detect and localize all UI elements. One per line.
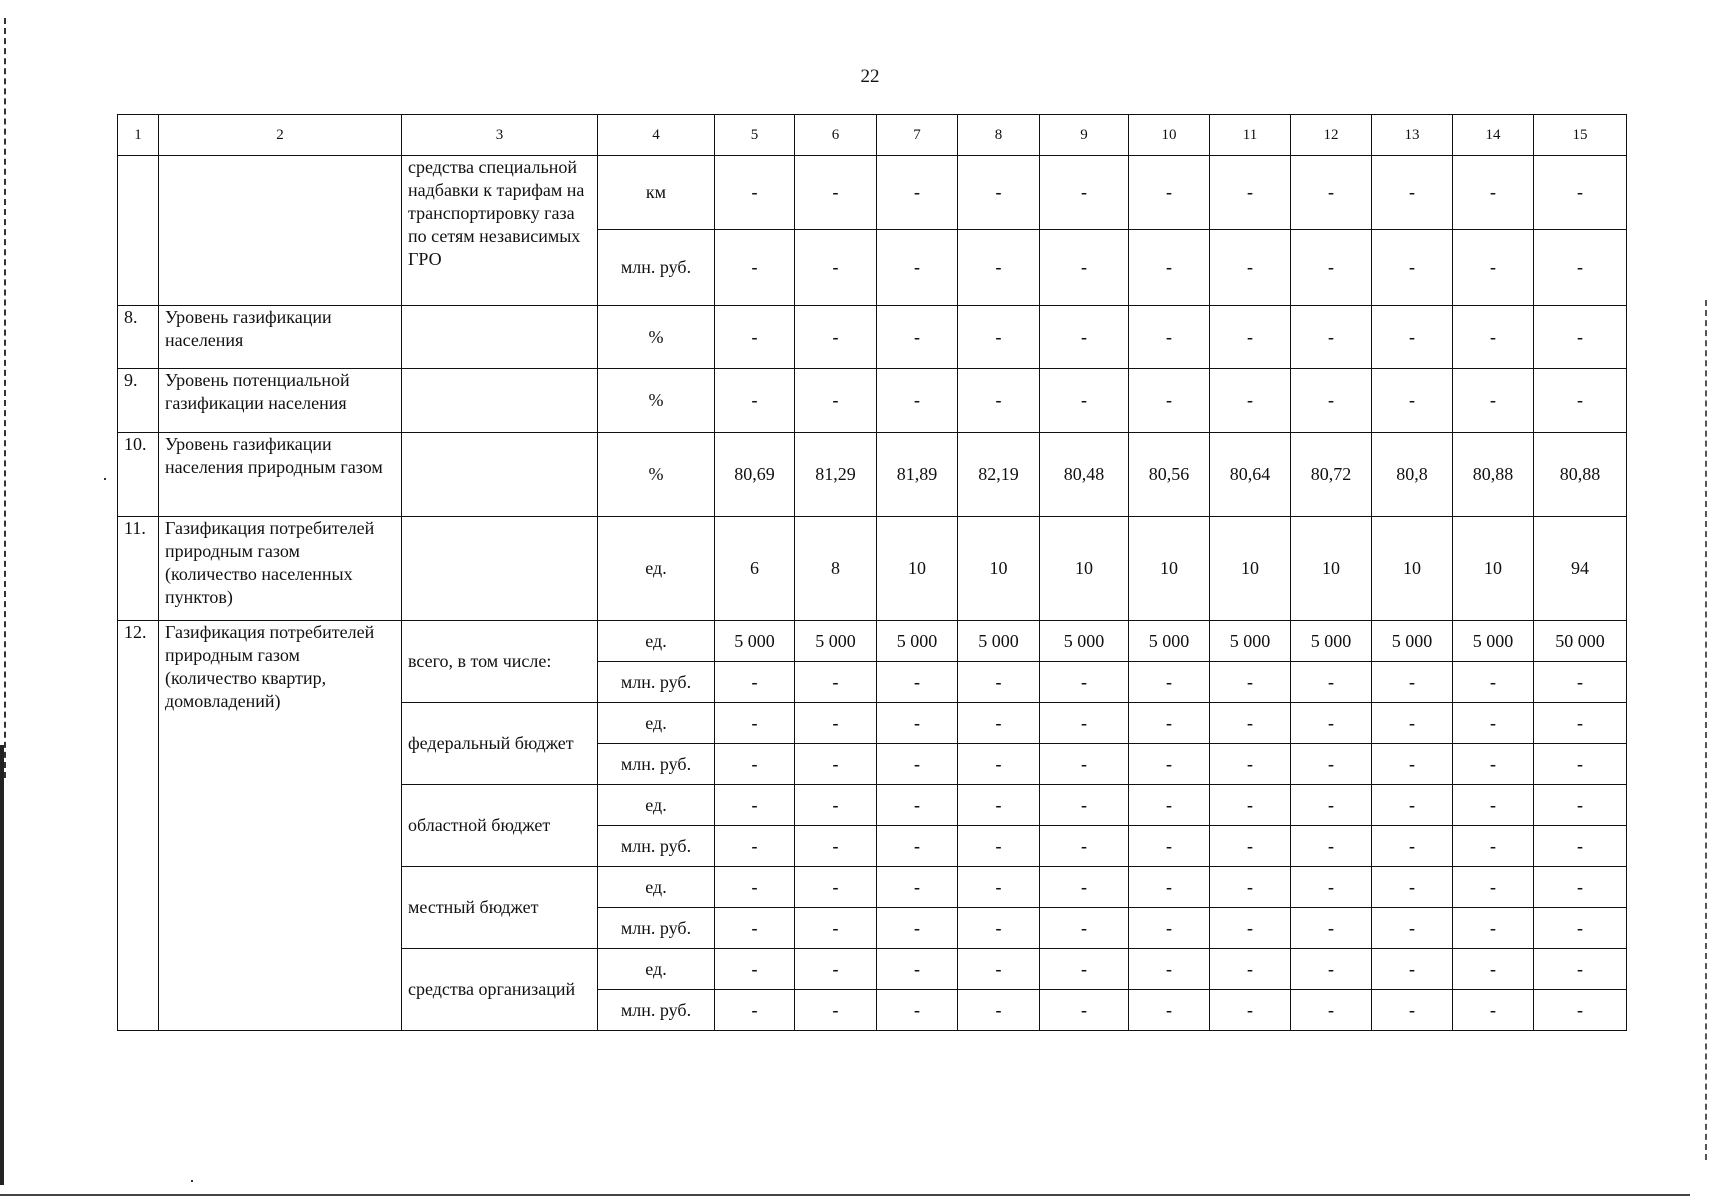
column-number-cell: 12 [1291, 115, 1372, 156]
value-cell: - [877, 369, 958, 433]
column-number-cell: 13 [1372, 115, 1453, 156]
value-cell: 5 000 [877, 621, 958, 662]
value-cell: - [1453, 230, 1534, 306]
value-cell: - [958, 785, 1040, 826]
value-cell: - [877, 744, 958, 785]
value-cell: - [1291, 306, 1372, 369]
value-cell: - [1291, 826, 1372, 867]
scan-margin-mark-left [4, 18, 8, 778]
table-row [118, 517, 1627, 621]
value-cell: 81,29 [795, 433, 877, 517]
value-cell: - [1210, 949, 1291, 990]
unit-cell: млн. руб. [598, 826, 715, 867]
value-cell: - [715, 990, 795, 1031]
value-cell: - [1291, 908, 1372, 949]
value-cell: - [1534, 826, 1627, 867]
row-number-cell: 8. [118, 306, 159, 369]
value-cell: 10 [1453, 517, 1534, 621]
value-cell: 5 000 [1453, 621, 1534, 662]
value-cell: - [715, 306, 795, 369]
value-cell: 10 [1291, 517, 1372, 621]
value-cell: - [958, 908, 1040, 949]
value-cell: - [1453, 703, 1534, 744]
value-cell: - [1210, 156, 1291, 230]
value-cell: - [877, 703, 958, 744]
value-cell: - [1453, 867, 1534, 908]
value-cell: 80,8 [1372, 433, 1453, 517]
funding-source-cell: федеральный бюджет [402, 703, 598, 785]
value-cell: - [715, 949, 795, 990]
value-cell: - [1129, 908, 1210, 949]
unit-cell: ед. [598, 867, 715, 908]
table-row [118, 369, 1627, 433]
row-number-cell: 12. [118, 621, 159, 1031]
unit-cell: ед. [598, 703, 715, 744]
value-cell: - [715, 703, 795, 744]
unit-cell: км [598, 156, 715, 230]
value-cell: 10 [1372, 517, 1453, 621]
row-number-cell [118, 156, 159, 306]
value-cell: - [795, 369, 877, 433]
value-cell: 81,89 [877, 433, 958, 517]
value-cell: - [1372, 826, 1453, 867]
value-cell: - [1291, 703, 1372, 744]
value-cell: - [877, 230, 958, 306]
value-cell: - [715, 230, 795, 306]
value-cell: - [1291, 744, 1372, 785]
column-number-cell: 14 [1453, 115, 1534, 156]
value-cell: - [795, 744, 877, 785]
value-cell: 6 [715, 517, 795, 621]
funding-source-cell: средства специальной надбавки к тарифам на транспортировку газа по сетям независимых ГРО [402, 156, 598, 306]
value-cell: - [1040, 306, 1129, 369]
indicators-table [117, 114, 1627, 1031]
value-cell: - [1129, 306, 1210, 369]
value-cell: 10 [1129, 517, 1210, 621]
value-cell: - [1534, 230, 1627, 306]
value-cell: - [795, 949, 877, 990]
value-cell: 5 000 [1129, 621, 1210, 662]
value-cell: - [877, 826, 958, 867]
value-cell: - [1534, 908, 1627, 949]
value-cell: 5 000 [715, 621, 795, 662]
value-cell: - [958, 306, 1040, 369]
value-cell: - [1453, 306, 1534, 369]
scan-margin-bar-left [0, 745, 4, 1185]
unit-cell: млн. руб. [598, 908, 715, 949]
value-cell: - [1372, 306, 1453, 369]
table-row [118, 433, 1627, 517]
value-cell: 10 [1040, 517, 1129, 621]
value-cell: - [1372, 908, 1453, 949]
value-cell: - [877, 908, 958, 949]
value-cell: 82,19 [958, 433, 1040, 517]
value-cell: - [1129, 369, 1210, 433]
value-cell: - [1210, 867, 1291, 908]
value-cell: - [958, 744, 1040, 785]
indicator-name-cell: Уровень газификации населения [159, 306, 402, 369]
value-cell: - [1291, 949, 1372, 990]
value-cell: - [1129, 662, 1210, 703]
value-cell: - [1534, 785, 1627, 826]
value-cell: - [795, 990, 877, 1031]
value-cell: - [795, 156, 877, 230]
value-cell: - [795, 867, 877, 908]
value-cell: 80,88 [1534, 433, 1627, 517]
value-cell: - [1129, 990, 1210, 1031]
value-cell: - [1129, 867, 1210, 908]
value-cell: - [1453, 369, 1534, 433]
unit-cell: % [598, 433, 715, 517]
column-number-cell: 1 [118, 115, 159, 156]
value-cell: - [958, 369, 1040, 433]
row-number-cell: 9. [118, 369, 159, 433]
value-cell: - [1372, 867, 1453, 908]
value-cell: - [1129, 949, 1210, 990]
value-cell: - [1210, 990, 1291, 1031]
value-cell: - [1040, 662, 1129, 703]
value-cell: - [1453, 785, 1534, 826]
value-cell: 5 000 [1291, 621, 1372, 662]
value-cell: - [1291, 230, 1372, 306]
value-cell: - [877, 949, 958, 990]
column-number-cell: 2 [159, 115, 402, 156]
unit-cell: ед. [598, 949, 715, 990]
value-cell: - [958, 662, 1040, 703]
value-cell: - [1453, 826, 1534, 867]
column-number-cell: 15 [1534, 115, 1627, 156]
value-cell: - [715, 826, 795, 867]
value-cell: - [715, 369, 795, 433]
value-cell: - [1210, 369, 1291, 433]
indicator-name-cell: Уровень газификации населения природным газом [159, 433, 402, 517]
value-cell: - [1210, 306, 1291, 369]
value-cell: - [795, 662, 877, 703]
value-cell: - [877, 990, 958, 1031]
value-cell: - [715, 908, 795, 949]
table-row [118, 156, 1627, 230]
value-cell: - [1210, 826, 1291, 867]
value-cell: - [1040, 744, 1129, 785]
value-cell: - [715, 744, 795, 785]
value-cell: - [958, 156, 1040, 230]
value-cell: 8 [795, 517, 877, 621]
value-cell: - [1372, 662, 1453, 703]
value-cell: - [1291, 369, 1372, 433]
value-cell: 10 [958, 517, 1040, 621]
value-cell: - [877, 662, 958, 703]
value-cell: - [1534, 744, 1627, 785]
value-cell: - [958, 230, 1040, 306]
value-cell: - [1129, 703, 1210, 744]
value-cell: - [1453, 662, 1534, 703]
column-number-header-row [118, 115, 1627, 156]
value-cell: - [1534, 867, 1627, 908]
value-cell: - [1210, 744, 1291, 785]
value-cell: - [1372, 156, 1453, 230]
funding-source-cell [402, 433, 598, 517]
value-cell: - [1210, 785, 1291, 826]
value-cell: 80,72 [1291, 433, 1372, 517]
scan-margin-mark-right [1705, 300, 1707, 1160]
column-number-cell: 11 [1210, 115, 1291, 156]
unit-cell: ед. [598, 785, 715, 826]
indicator-name-cell: Уровень потенциальной газификации населения [159, 369, 402, 433]
column-number-cell: 3 [402, 115, 598, 156]
value-cell: - [1534, 369, 1627, 433]
value-cell: - [1534, 703, 1627, 744]
table-row [118, 621, 1627, 662]
indicator-name-cell [159, 156, 402, 306]
page-number: 22 [860, 66, 880, 87]
column-number-cell: 5 [715, 115, 795, 156]
funding-source-cell: областной бюджет [402, 785, 598, 867]
value-cell: - [1040, 867, 1129, 908]
column-number-cell: 7 [877, 115, 958, 156]
value-cell: - [1534, 662, 1627, 703]
value-cell: - [1040, 369, 1129, 433]
value-cell: - [795, 826, 877, 867]
value-cell: - [1129, 230, 1210, 306]
value-cell: - [795, 785, 877, 826]
value-cell: 50 000 [1534, 621, 1627, 662]
value-cell: - [958, 867, 1040, 908]
value-cell: - [1453, 949, 1534, 990]
value-cell: 80,88 [1453, 433, 1534, 517]
value-cell: - [1534, 306, 1627, 369]
funding-source-cell [402, 517, 598, 621]
value-cell: - [958, 949, 1040, 990]
value-cell: - [1040, 156, 1129, 230]
unit-cell: млн. руб. [598, 662, 715, 703]
indicator-name-cell: Газификация потребителей природным газом (количество населенных пунктов) [159, 517, 402, 621]
value-cell: - [877, 156, 958, 230]
value-cell: - [1040, 703, 1129, 744]
unit-cell: млн. руб. [598, 230, 715, 306]
value-cell: - [958, 990, 1040, 1031]
value-cell: - [1129, 156, 1210, 230]
value-cell: - [1372, 369, 1453, 433]
value-cell: - [1291, 867, 1372, 908]
funding-source-cell [402, 306, 598, 369]
column-number-cell: 10 [1129, 115, 1210, 156]
value-cell: 5 000 [1210, 621, 1291, 662]
unit-cell: ед. [598, 517, 715, 621]
value-cell: - [1291, 156, 1372, 230]
value-cell: 80,69 [715, 433, 795, 517]
table-row [118, 306, 1627, 369]
value-cell: - [1040, 230, 1129, 306]
funding-source-cell: местный бюджет [402, 867, 598, 949]
value-cell: - [1372, 785, 1453, 826]
value-cell: - [1210, 662, 1291, 703]
value-cell: - [1129, 744, 1210, 785]
value-cell: - [1534, 156, 1627, 230]
row-number-cell: 10. [118, 433, 159, 517]
unit-cell: млн. руб. [598, 744, 715, 785]
column-number-cell: 6 [795, 115, 877, 156]
scan-bottom-rule [0, 1194, 1690, 1196]
value-cell: - [1040, 826, 1129, 867]
value-cell: 5 000 [1372, 621, 1453, 662]
value-cell: - [1129, 785, 1210, 826]
value-cell: - [958, 826, 1040, 867]
value-cell: - [1040, 990, 1129, 1031]
column-number-cell: 8 [958, 115, 1040, 156]
value-cell: - [795, 703, 877, 744]
value-cell: - [1372, 230, 1453, 306]
value-cell: - [795, 908, 877, 949]
value-cell: - [877, 785, 958, 826]
value-cell: - [1291, 990, 1372, 1031]
value-cell: - [877, 867, 958, 908]
value-cell: - [1453, 744, 1534, 785]
indicator-name-cell: Газификация потребителей природным газом (количество квартир, домовладений) [159, 621, 402, 1031]
value-cell: 10 [877, 517, 958, 621]
value-cell: - [1210, 230, 1291, 306]
value-cell: - [715, 156, 795, 230]
scan-dust-dot [191, 1180, 193, 1182]
value-cell: - [715, 785, 795, 826]
value-cell: - [1291, 662, 1372, 703]
value-cell: - [715, 867, 795, 908]
scan-dust-dot [104, 478, 106, 480]
value-cell: - [1210, 908, 1291, 949]
value-cell: 80,48 [1040, 433, 1129, 517]
value-cell: - [1372, 744, 1453, 785]
value-cell: - [1040, 908, 1129, 949]
unit-cell: млн. руб. [598, 990, 715, 1031]
value-cell: - [1453, 156, 1534, 230]
funding-source-cell: всего, в том числе: [402, 621, 598, 703]
value-cell: - [1372, 703, 1453, 744]
value-cell: 80,56 [1129, 433, 1210, 517]
value-cell: - [1291, 785, 1372, 826]
value-cell: - [1040, 949, 1129, 990]
unit-cell: ед. [598, 621, 715, 662]
funding-source-cell [402, 369, 598, 433]
value-cell: 5 000 [1040, 621, 1129, 662]
value-cell: - [1040, 785, 1129, 826]
value-cell: - [1210, 703, 1291, 744]
value-cell: - [958, 703, 1040, 744]
value-cell: 94 [1534, 517, 1627, 621]
value-cell: - [1129, 826, 1210, 867]
value-cell: - [795, 306, 877, 369]
value-cell: - [877, 306, 958, 369]
value-cell: 80,64 [1210, 433, 1291, 517]
value-cell: 10 [1210, 517, 1291, 621]
column-number-cell: 4 [598, 115, 715, 156]
value-cell: - [715, 662, 795, 703]
value-cell: - [795, 230, 877, 306]
funding-source-cell: средства организаций [402, 949, 598, 1031]
unit-cell: % [598, 306, 715, 369]
column-number-cell: 9 [1040, 115, 1129, 156]
row-number-cell: 11. [118, 517, 159, 621]
value-cell: - [1372, 949, 1453, 990]
table-body [118, 156, 1627, 1031]
value-cell: - [1453, 990, 1534, 1031]
value-cell: - [1372, 990, 1453, 1031]
value-cell: 5 000 [795, 621, 877, 662]
value-cell: - [1534, 990, 1627, 1031]
value-cell: - [1534, 949, 1627, 990]
value-cell: 5 000 [958, 621, 1040, 662]
unit-cell: % [598, 369, 715, 433]
value-cell: - [1453, 908, 1534, 949]
